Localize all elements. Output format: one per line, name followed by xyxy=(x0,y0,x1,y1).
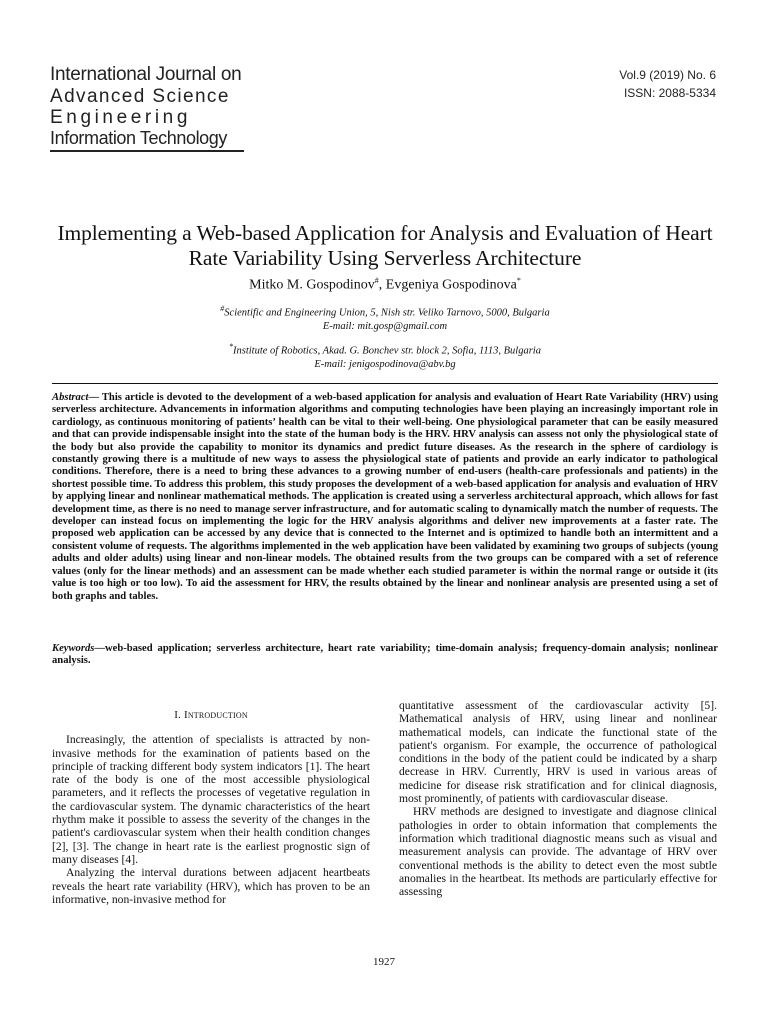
volume-info xyxy=(619,66,716,102)
paragraph: Increasingly, the attention of specialists is attracted by non-invasive methods for the examination of patients based on the principle of tracking different body system indicators [1]. The heart rate of the body is one of the most accessible physiological parameters, and it reflects the processes of vegetative regulation in the cardiovascular system. The dynamic characteristics of the heart rhythm make it possible to assess the severity of the changes in the patient's cardiovascular system when their health condition changes [2], [3]. The change in heart rate is the earliest prognostic sign of many diseases [4]. xyxy=(52,733,370,866)
journal-logo xyxy=(50,64,250,152)
issn-label: ISSN: 2088-5334 xyxy=(623,86,716,100)
keywords-label: Keywords xyxy=(52,643,95,654)
affiliation-mark: # xyxy=(220,304,225,313)
header-divider xyxy=(52,383,718,384)
left-column xyxy=(52,709,370,906)
paragraph: HRV methods are designed to investigate and diagnose clinical pathologies in order to obtain information that complements the information which traditional diagnostic means such as visual and measurement analysis can provide. The advantage of HRV over conventional methods is the ability to detect even the most subtle anomalies in the heartbeat. Its methods are particularly effective for assessing xyxy=(399,805,717,899)
affiliation-email: E-mail: mit.gosp@gmail.com xyxy=(322,320,448,332)
paper-title: Implementing a Web-based Application for Analysis and Evaluation of Heart Rate Variability Using Serverless Architecture xyxy=(57,221,713,270)
section-title: Introduction xyxy=(183,709,248,721)
affiliation-1 xyxy=(40,302,730,333)
paragraph: quantitative assessment of the cardiovascular activity [5]. Mathematical analysis of HRV, using linear and nonlinear mathematical models, can indicate the functional state of the patient's organism. For example, the occurrence of pathological conditions in the body of the patient could be indicated by a sharp decrease in HRV. Currently, HRV is used in various areas of medicine for disease risk stratification and for clinical diagnosis, most prominently, of patients with cardiovascular disease. xyxy=(399,699,717,806)
abstract xyxy=(52,392,718,603)
author-name: Evgeniya Gospodinova xyxy=(385,277,517,293)
abstract-text: — This article is devoted to the development of a web-based application for analysis and evaluation of Heart Rate Variability (HRV) using serverless architecture. Advancements in information algorithms and computing technologies have been playing an increasingly important role in cardiology, as continuous monitoring of patients’ health can be vital to their well-being. One physiological parameter that can be easily measured and that can provide indispensable insight into the state of the human body is the HRV. HRV analysis can assess not only the physiological state of the body but also provide the capability to monitor its dynamics and predict future diseases. As the research in the sphere of cardiology is constantly growing there is a multitude of new ways to assess the physiological state of patients and provide an early indicator to pathological conditions. Therefore, there is a need to bring these advances to a growing number of end-users (health-care professionals and patients) in the shortest possible time. To address this problem, this study proposes the development of a web-based application for analysis and evaluation of HRV by applying linear and nonlinear mathematical methods. The application is created using a serverless architectural approach, which allows for fast development time, as there is no need to manage server infrastructure, and for automatic scaling to dynamically match the number of requests. The developer can instead focus on implementing the logic for the HRV analysis algorithms and deliver new improvements at a faster rate. The proposed web application can be accessed by any device that is connected to the Internet and is optimized to handle both an intermittent and a consistent volume of requests. The algorithms implemented in the web application have been validated by examining two groups of subjects (young adults and older adults) using linear and non-linear models. The obtained results from the two groups can be compared with a set of reference values (only for the linear methods) and an assessment can be made whether each studied parameter is within the normal range or outside it (its value is too high or too low). To aid the assessment for HRV, the results obtained by the linear and nonlinear analysis are presented using a set of both graphs and tables. xyxy=(52,392,718,602)
volume-label: Vol.9 (2019) No. 6 xyxy=(619,68,716,82)
affiliation-2 xyxy=(40,340,730,371)
page-number: 1927 xyxy=(373,956,395,968)
keywords xyxy=(52,643,718,668)
paragraph: Analyzing the interval durations between adjacent heartbeats reveals the heart rate variability (HRV), which has proven to be an informative, non-invasive method for xyxy=(52,866,370,906)
abstract-label: Abstract xyxy=(52,392,89,403)
affiliation-address: Scientific and Engineering Union, 5, Nish str. Veliko Tarnovo, 5000, Bulgaria xyxy=(224,307,550,319)
author-mark: # xyxy=(374,276,379,285)
keywords-text: —web-based application; serverless architecture, heart rate variability; time-domain analysis; frequency-domain analysis; nonlinear analysis. xyxy=(52,643,718,667)
journal-name-line4: Information Technology xyxy=(50,128,227,148)
affiliation-email: E-mail: jenigospodinova@abv.bg xyxy=(314,358,456,370)
journal-name-line3: Engineering xyxy=(50,107,192,128)
journal-name-line2: Advanced Science xyxy=(50,86,230,107)
affiliation-mark: * xyxy=(229,342,234,351)
affiliation-address: Institute of Robotics, Akad. G. Bonchev str. block 2, Sofia, 1113, Bulgaria xyxy=(233,345,541,357)
author-separator: , xyxy=(378,277,386,293)
section-heading xyxy=(52,709,370,722)
section-number: I. xyxy=(174,709,182,721)
author-list xyxy=(40,276,730,294)
right-column xyxy=(399,699,717,898)
author-name: Mitko M. Gospodinov xyxy=(249,277,375,293)
logo-underline xyxy=(50,150,244,152)
author-mark: * xyxy=(516,276,521,285)
journal-name-line1: International Journal on xyxy=(50,64,242,85)
